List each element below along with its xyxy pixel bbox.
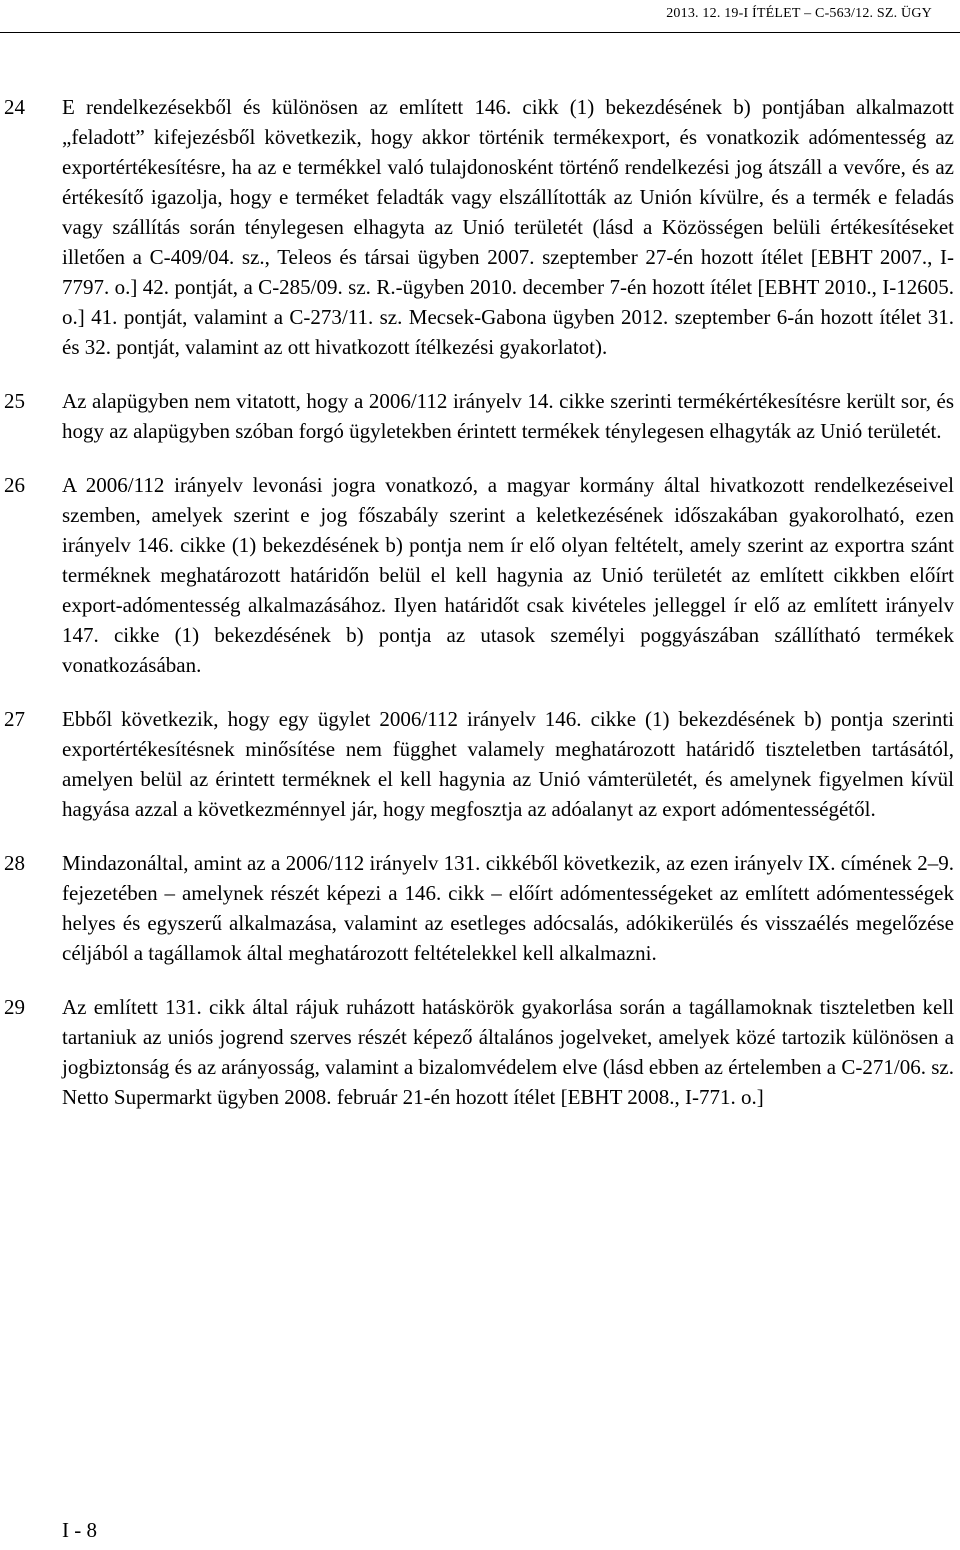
paragraph-28	[0, 848, 960, 968]
page-number: I - 8	[62, 1518, 97, 1542]
running-header: 2013. 12. 19-I ÍTÉLET – C-563/12. SZ. ÜGY	[666, 6, 932, 21]
header-rule	[0, 32, 960, 33]
paragraph-25	[0, 386, 960, 446]
paragraph-text: E rendelkezésekből és különösen az említett 146. cikk (1) bekezdésének b) pontjában alkalmazott „feladott” kifejezésből következik, hogy akkor történik termékexport, és vonatkozik adómentesség az exportértékesítésre, ha az e termékkel való tulajdonosként történő rendelkezési jog átszáll a vevőre, és az értékesítő igazolja, hogy e terméket feladták vagy elszállították az Unión kívülre, és a termék e feladás vagy szállítás során ténylegesen elhagyta az Unió területét (lásd a Közösségen belüli értékesítéseket illetően a C-409/04. sz., Teleos és társai ügyben 2007. szeptember 27-én hozott ítélet [EBHT 2007., I-7797. o.] 42. pontját, a C-285/09. sz. R.-ügyben 2010. december 7-én hozott ítélet [EBHT 2010., I-12605. o.] 41. pontját, valamint a C-273/11. sz. Mecsek-Gabona ügyben 2012. szeptember 6-án hozott ítélet 31. és 32. pontját, valamint az ott hivatkozott ítélkezési gyakorlatot).	[62, 95, 954, 359]
paragraph-24	[0, 92, 960, 362]
paragraph-text: A 2006/112 irányelv levonási jogra vonatkozó, a magyar kormány által hivatkozott rendelkezéseivel szemben, amelyek szerint e jog főszabály szerint a keletkezésének időszakában gyakorolható, ezen irányelv 146. cikke (1) bekezdésének b) pontja nem ír elő olyan feltételt, amely szerint az exportra szánt terméknek meghatározott határidőn belül el kell hagynia az Unió területét az említett cikkben előírt export-adómentesség alkalmazásához. Ilyen határidőt csak kivételes jelleggel ír elő az említett irányelv 147. cikke (1) bekezdésének b) pontja az utasok személyi poggyászában szállítható termékek vonatkozásában.	[62, 473, 954, 677]
paragraph-number: 25	[4, 389, 25, 413]
paragraph-26	[0, 470, 960, 680]
paragraph-number: 24	[4, 95, 25, 119]
paragraph-number: 26	[4, 473, 25, 497]
paragraph-29	[0, 992, 960, 1112]
paragraph-number: 28	[4, 851, 25, 875]
paragraph-text: Mindazonáltal, amint az a 2006/112 irányelv 131. cikkéből következik, az ezen irányelv IX. címének 2–9. fejezetében – amelynek részét képezi a 146. cikk – előírt adómentességeket az említett adómentességek helyes és egyszerű alkalmazása, valamint az esetleges adócsalás, adókikerülés és visszaélés megelőzése céljából a tagállamok által meghatározott feltételekkel kell alkalmazni.	[62, 851, 954, 965]
paragraph-text: Az alapügyben nem vitatott, hogy a 2006/112 irányelv 14. cikke szerinti termékértékesítésre került sor, és hogy az alapügyben szóban forgó ügyletekben érintett termékek ténylegesen elhagyták az Unió területét.	[62, 389, 954, 443]
paragraph-number: 27	[4, 707, 25, 731]
paragraph-27	[0, 704, 960, 824]
paragraph-number: 29	[4, 995, 25, 1019]
paragraph-text: Az említett 131. cikk által rájuk ruházott hatáskörök gyakorlása során a tagállamoknak tiszteletben kell tartaniuk az uniós jogrend szerves részét képező általános jogelveket, amelyek közé tartozik különösen a jogbiztonság és az arányosság, valamint a bizalomvédelem elve (lásd ebben az értelemben a C-271/06. sz. Netto Supermarkt ügyben 2008. február 21-én hozott ítélet [EBHT 2008., I-771. o.]	[62, 995, 954, 1109]
document-body	[0, 92, 960, 1136]
paragraph-text: Ebből következik, hogy egy ügylet 2006/112 irányelv 146. cikke (1) bekezdésének b) pontja szerinti exportértékesítésnek minősítése nem függhet valamely meghatározott határidő tiszteletben tartásától, amelyen belül az érintett terméknek el kell hagynia az Unió vámterületét, és amelynek figyelmen kívül hagyása azzal a következménnyel jár, hogy megfosztja az adóalanyt az export adómentességétől.	[62, 707, 954, 821]
